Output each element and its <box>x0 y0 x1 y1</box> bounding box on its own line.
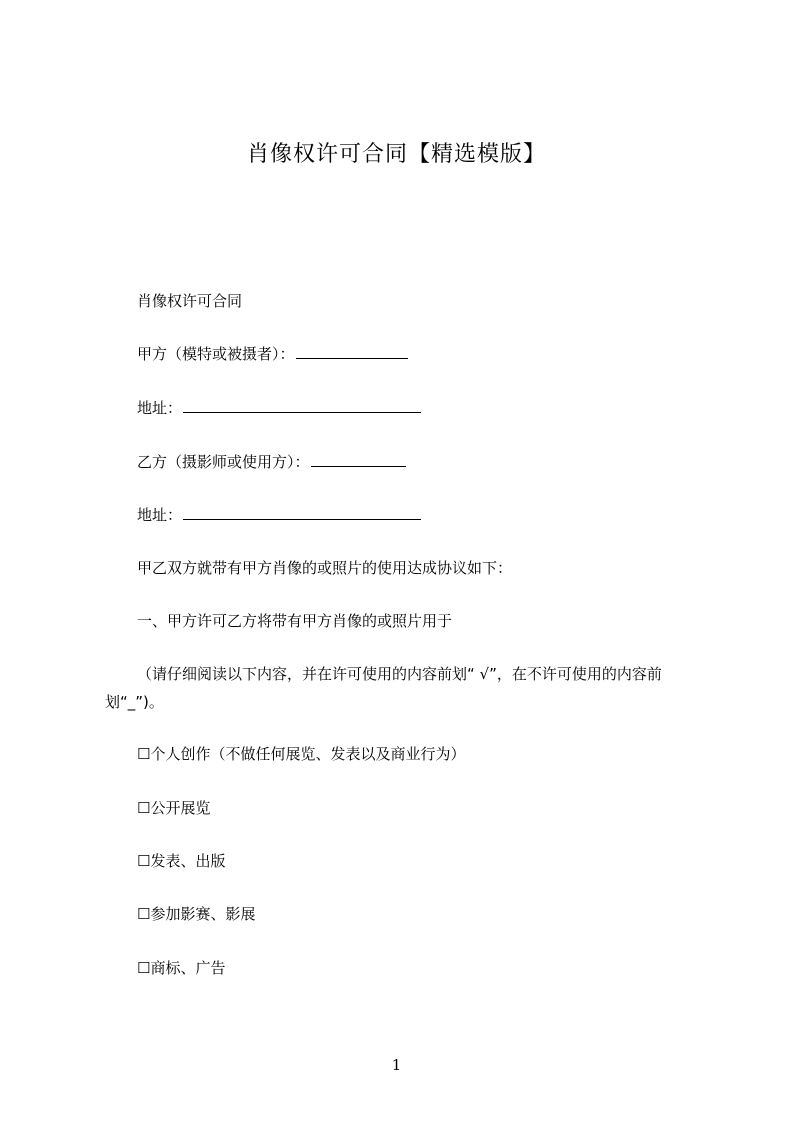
address-a-label: 地址： <box>137 399 183 417</box>
option-item <box>137 904 255 924</box>
address-a-line <box>137 398 421 418</box>
party-b-label: 乙方（摄影师或使用方）： <box>137 453 310 471</box>
option-label: 公开展览 <box>150 799 211 817</box>
party-a-label: 甲方（模特或被摄者）： <box>137 345 295 363</box>
clause-one: 一、甲方许可乙方将带有甲方肖像的或照片用于 <box>137 612 453 630</box>
address-b-label: 地址： <box>137 506 183 524</box>
party-b-line <box>137 452 406 472</box>
checkbox-icon: ☐ <box>137 745 151 763</box>
agreement-intro: 甲乙双方就带有甲方肖像的或照片的使用达成协议如下： <box>137 559 513 577</box>
option-label: 个人创作（不做任何展览、发表以及商业行为） <box>150 745 466 763</box>
document-title: 肖像权许可合同【精选模版】 <box>246 142 546 167</box>
contract-subtitle: 肖像权许可合同 <box>137 292 243 310</box>
party-a-blank <box>296 345 408 359</box>
party-a-line <box>137 344 408 364</box>
address-b-blank <box>183 506 421 520</box>
page-number: 1 <box>391 1056 402 1074</box>
address-a-blank <box>183 399 421 413</box>
checkbox-icon: ☐ <box>137 799 151 817</box>
checkbox-icon: ☐ <box>137 905 151 923</box>
option-item <box>137 744 465 764</box>
address-b-line <box>137 505 421 525</box>
instruction-paragraph: （请仔细阅读以下内容，并在许可使用的内容前划“ √”，在不许可使用的内容前划“_”)。 <box>105 665 662 711</box>
checkbox-icon: ☐ <box>137 852 151 870</box>
option-label: 商标、广告 <box>150 959 226 977</box>
option-item <box>137 958 225 978</box>
party-b-blank <box>311 453 406 467</box>
option-item <box>137 851 225 871</box>
option-item <box>137 798 210 818</box>
option-label: 发表、出版 <box>150 852 226 870</box>
checkbox-icon: ☐ <box>137 959 151 977</box>
option-label: 参加影赛、影展 <box>150 905 256 923</box>
